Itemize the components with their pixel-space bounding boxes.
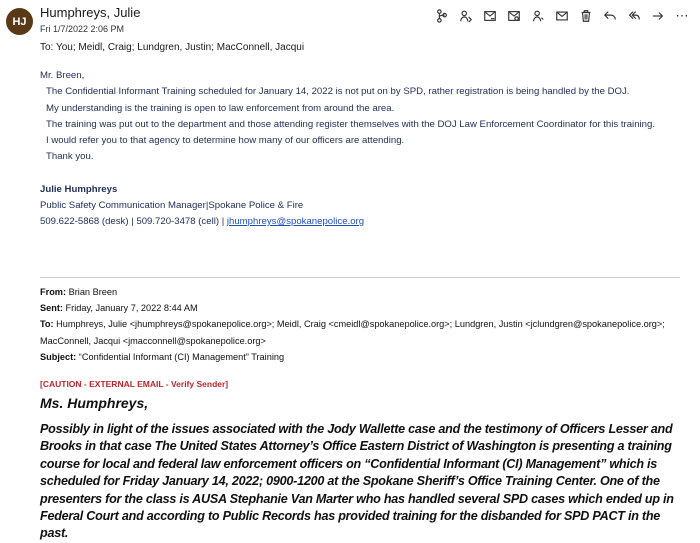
fwd-greeting: Ms. Humphreys, xyxy=(40,395,149,411)
signature-name: Julie Humphreys xyxy=(40,184,118,195)
recipients-line: To: You; Meidl, Craig; Lundgren, Justin; MacConnell, Jacqui xyxy=(40,42,305,53)
reply-line: The Confidential Informant Training scheduled for January 14, 2022 is not put on by SPD, rather registration is being handled by the DOJ. xyxy=(46,86,630,98)
people-icon[interactable] xyxy=(458,8,474,24)
fwd-to xyxy=(40,316,680,348)
external-caution: [CAUTION - EXTERNAL EMAIL - Verify Sender] xyxy=(40,379,229,389)
signature-phones: 509.622-5868 (desk) | 509.720-3478 (cell) | xyxy=(40,216,227,227)
mail-settings-icon[interactable] xyxy=(506,8,522,24)
divider xyxy=(40,277,680,278)
fwd-subject-label: Subject: xyxy=(40,351,77,362)
reply-body xyxy=(40,68,680,166)
fwd-from-value: Brian Breen xyxy=(66,287,118,297)
message-header xyxy=(0,0,700,60)
fwd-sent-label: Sent: xyxy=(40,303,63,314)
reply-line: Thank you. xyxy=(46,151,94,163)
avatar[interactable]: HJ xyxy=(6,8,33,35)
signature-contact xyxy=(40,214,364,230)
signature-title: Public Safety Communication Manager|Spokane Police & Fire xyxy=(40,200,304,211)
forward-icon[interactable] xyxy=(650,8,666,24)
fwd-from-label: From: xyxy=(40,287,67,297)
fwd-from xyxy=(40,284,680,300)
reply-icon[interactable] xyxy=(602,8,618,24)
flow-icon[interactable] xyxy=(434,8,450,24)
signature-email-link[interactable]: jhumphreys@spokanepolice.org xyxy=(226,216,365,227)
message-date: Fri 1/7/2022 2:06 PM xyxy=(40,24,125,34)
signature xyxy=(40,182,364,230)
reply-greeting: Mr. Breen, xyxy=(40,70,85,81)
fwd-to-value: Humphreys, Julie <jhumphreys@spokanepolice.org>; Meidl, Craig <cmeidl@spokanepolice.org>; Lundgren, Justin <jclundgren@spokanepolice.org>; MacConnell, Jacqui <jmacconnell@spokanepolice.org> xyxy=(40,319,665,346)
reply-line: My understanding is the training is open to law enforcement from around the area. xyxy=(46,102,395,114)
fwd-sent xyxy=(40,300,680,316)
trash-icon[interactable] xyxy=(578,8,594,24)
fwd-subject xyxy=(40,349,680,365)
reply-all-icon[interactable] xyxy=(626,8,642,24)
forwarded-header xyxy=(40,284,680,365)
person-icon[interactable] xyxy=(530,8,546,24)
sender-name[interactable]: Humphreys, Julie xyxy=(40,5,141,20)
move-icon[interactable] xyxy=(482,8,498,24)
more-icon[interactable]: ⋯ xyxy=(675,8,689,23)
message-toolbar xyxy=(434,8,690,24)
reply-line: I would refer you to that agency to determine how many of our officers are attending. xyxy=(46,135,405,147)
fwd-subject-value: “Confidential Informant (CI) Management” Training xyxy=(76,351,285,362)
fwd-sent-value: Friday, January 7, 2022 8:44 AM xyxy=(62,303,198,314)
fwd-paragraph: Possibly in light of the issues associated with the Jody Wallette case and the testimony of Officers Lesser and Brooks in that case The United States Attorney’s Office Eastern District of Washington is presenting a training course for local and federal law enforcement officers on “Confidential Informant (CI) Management” which is scheduled for Friday January 14, 2022; 0900-1200 at the Spokane Sheriff’s Office Training Center. One of the presenters for the class is AUSA Stephanie Van Marter who has handled several SPD cases which ended up in Federal Court and according to Public Records has provided training for the disbanded for SPD PACT in the past. xyxy=(40,422,674,541)
reply-line: The training was put out to the department and those attending register themselves with the DOJ Law Enforcement Coordinator for this training. xyxy=(46,118,655,130)
fwd-to-label: To: xyxy=(40,319,54,330)
envelope-icon[interactable] xyxy=(554,8,570,24)
